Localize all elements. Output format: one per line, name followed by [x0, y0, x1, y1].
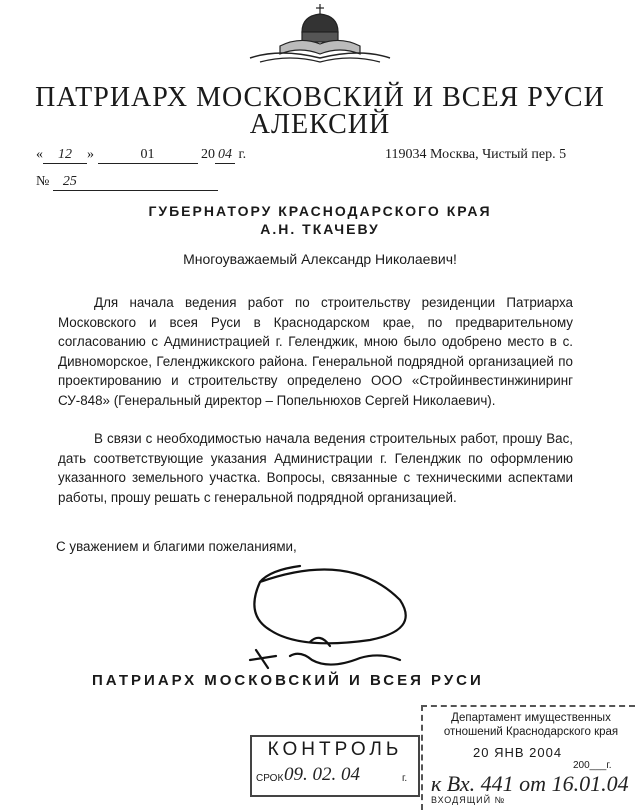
incoming-year-blank: 200___г.	[573, 760, 612, 771]
recipient-name: А.Н. ТКАЧЕВУ	[260, 221, 380, 237]
closing-line: С уважением и благими пожеланиями,	[56, 539, 297, 554]
date-year-prefix: 20	[201, 147, 215, 162]
incoming-dept-line2: отношений Краснодарского края	[443, 726, 619, 738]
handwritten-signature	[230, 560, 430, 675]
date-year-suffix: 04	[215, 147, 235, 164]
incoming-date: 20 ЯНВ 2004	[473, 745, 563, 760]
date-month: 01	[98, 147, 198, 164]
incoming-entry: к Вх. 441 от 16.01.04	[431, 771, 629, 796]
salutation: Многоуважаемый Александр Николаевич!	[183, 251, 457, 267]
letterhead-title: ПАТРИАРХ МОСКОВСКИЙ И ВСЕЯ РУСИ	[35, 82, 605, 113]
incoming-dept	[431, 711, 631, 739]
document-number-line	[36, 174, 218, 191]
letterhead-name: АЛЕКСИЙ	[249, 109, 391, 140]
document-number: 25	[53, 174, 218, 191]
body-paragraph-2: В связи с необходимостью начала ведения строительных работ, прошу Вас, дать соответствующие указания Администрации г. Геленджик по оформлению указанного земельного участка. Вопросы, связанные с техническими аспектами работы, прошу решать с генеральной подрядной организацией.	[58, 431, 573, 505]
signature-title: ПАТРИАРХ МОСКОВСКИЙ И ВСЕЯ РУСИ	[92, 672, 484, 689]
date-day: 12	[43, 147, 87, 164]
body-paragraph-1: Для начала ведения работ по строительству резиденции Патриарха Московского и всея Руси в Краснодарском крае, по предварительному согласованию с Администрацией г. Геленджик, мною было одобрено место в с. Дивноморское, Геленджикского района. Генеральной подрядной организацией по проектированию и строительству определено ООО «Стройинвестинжиниринг СУ-848» (Генеральный директор – Попельнюхов Сергей Николаевич).	[58, 295, 573, 408]
control-deadline-label: СРОК	[256, 773, 284, 784]
control-stamp	[250, 735, 420, 797]
incoming-label: ВХОДЯЩИЙ №	[431, 795, 506, 805]
incoming-stamp	[421, 705, 635, 810]
control-deadline-suffix: г.	[402, 773, 408, 784]
control-stamp-title: КОНТРОЛЬ	[267, 739, 403, 760]
control-deadline-value: 09. 02. 04	[284, 764, 360, 785]
date-suffix: г.	[238, 147, 247, 162]
date-line: « 12 » 01 20 04 г.	[36, 147, 247, 162]
recipient-title: ГУБЕРНАТОРУ КРАСНОДАРСКОГО КРАЯ	[148, 203, 492, 219]
patriarch-crest-logo	[240, 2, 400, 64]
sender-address: 119034 Москва, Чистый пер. 5	[385, 147, 567, 162]
number-label: №	[36, 174, 50, 189]
incoming-dept-line1: Департамент имущественных	[451, 712, 611, 724]
